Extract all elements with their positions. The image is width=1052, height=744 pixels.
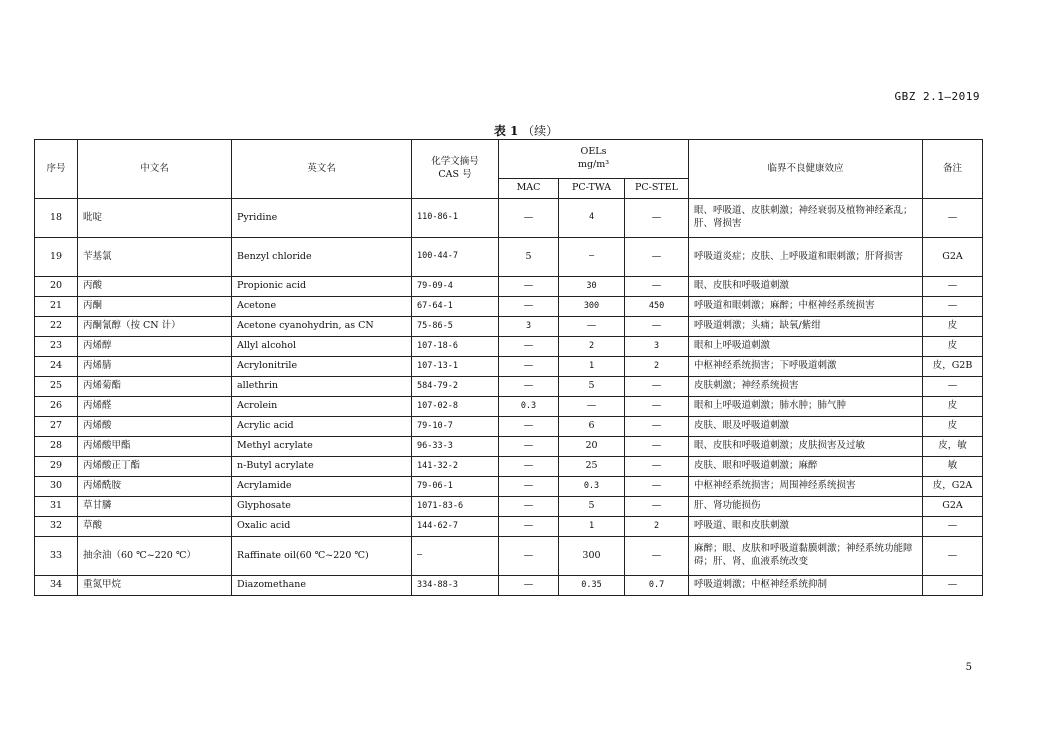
- cell-mac: —: [499, 497, 559, 517]
- cell-twa: 4: [559, 199, 625, 238]
- cell-mac: —: [499, 576, 559, 596]
- cell-note: 皮: [923, 317, 983, 337]
- table-row: [35, 199, 983, 238]
- cell-en: Glyphosate: [232, 497, 412, 517]
- cell-note: 皮: [923, 337, 983, 357]
- cell-cas: 144-62-7: [412, 517, 499, 537]
- cell-no: 25: [35, 377, 78, 397]
- cell-mac: —: [499, 417, 559, 437]
- cell-cn: 吡啶: [78, 199, 232, 238]
- header-en-name: 英文名: [232, 140, 412, 199]
- cell-twa: 5: [559, 377, 625, 397]
- cell-effect: 呼吸道炎症；皮肤、上呼吸道和眼刺激；肝肾损害: [689, 238, 923, 277]
- cell-en: allethrin: [232, 377, 412, 397]
- cell-no: 19: [35, 238, 78, 277]
- table-row: [35, 357, 983, 377]
- cell-en: Acrylonitrile: [232, 357, 412, 377]
- cell-cn: 丙烯腈: [78, 357, 232, 377]
- cell-mac: —: [499, 437, 559, 457]
- cell-no: 24: [35, 357, 78, 377]
- cell-stel: —: [625, 277, 689, 297]
- cell-en: Oxalic acid: [232, 517, 412, 537]
- cell-en: Acetone cyanohydrin, as CN: [232, 317, 412, 337]
- cell-no: 32: [35, 517, 78, 537]
- cell-cn: 丙烯醛: [78, 397, 232, 417]
- header-cn-name: 中文名: [78, 140, 232, 199]
- cell-stel: —: [625, 457, 689, 477]
- cell-twa: 30: [559, 277, 625, 297]
- exposure-limits-table: [34, 139, 983, 596]
- cell-note: 皮，G2A: [923, 477, 983, 497]
- cell-no: 22: [35, 317, 78, 337]
- cell-note: —: [923, 377, 983, 397]
- cell-no: 28: [35, 437, 78, 457]
- cell-twa: 0.35: [559, 576, 625, 596]
- cell-note: —: [923, 576, 983, 596]
- cell-effect: 眼、呼吸道、皮肤刺激；神经衰弱及植物神经紊乱；肝、肾损害: [689, 199, 923, 238]
- cell-cas: 79-10-7: [412, 417, 499, 437]
- cell-effect: 呼吸道、眼和皮肤刺激: [689, 517, 923, 537]
- table-title-suffix: （续）: [522, 124, 559, 138]
- cell-no: 18: [35, 199, 78, 238]
- cell-cas: 1071-83-6: [412, 497, 499, 517]
- header-oels: [499, 140, 689, 179]
- cell-stel: —: [625, 437, 689, 457]
- cell-effect: 眼和上呼吸道刺激；肺水肿；肺气肿: [689, 397, 923, 417]
- cell-effect: 中枢神经系统损害；下呼吸道刺激: [689, 357, 923, 377]
- cell-stel: —: [625, 397, 689, 417]
- cell-note: G2A: [923, 238, 983, 277]
- cell-en: Acrylamide: [232, 477, 412, 497]
- cell-note: G2A: [923, 497, 983, 517]
- table-title-label: 表 1: [493, 124, 519, 138]
- table-row: [35, 317, 983, 337]
- cell-cn: 丙烯菊酯: [78, 377, 232, 397]
- cell-cas: —: [412, 537, 499, 576]
- cell-stel: —: [625, 238, 689, 277]
- cell-effect: 皮肤刺激；神经系统损害: [689, 377, 923, 397]
- cell-cas: 96-33-3: [412, 437, 499, 457]
- cell-mac: —: [499, 377, 559, 397]
- table-row: [35, 497, 983, 517]
- table-row: [35, 277, 983, 297]
- cell-twa: 1: [559, 517, 625, 537]
- header-seq: 序号: [35, 140, 78, 199]
- cell-note: —: [923, 277, 983, 297]
- cell-en: Acrolein: [232, 397, 412, 417]
- cell-no: 20: [35, 277, 78, 297]
- cell-cn: 丙酮氰醇（按 CN 计）: [78, 317, 232, 337]
- cell-effect: 麻醉；眼、皮肤和呼吸道黏膜刺激；神经系统功能障碍；肝、肾、血液系统改变: [689, 537, 923, 576]
- cell-note: 皮: [923, 417, 983, 437]
- cell-stel: 3: [625, 337, 689, 357]
- cell-note: —: [923, 297, 983, 317]
- cell-en: Propionic acid: [232, 277, 412, 297]
- cell-stel: 2: [625, 517, 689, 537]
- table-row: [35, 377, 983, 397]
- cell-effect: 皮肤、眼及呼吸道刺激: [689, 417, 923, 437]
- header-unit: mg/m³: [577, 159, 610, 170]
- header-effects: 临界不良健康效应: [689, 140, 923, 199]
- cell-cas: 79-06-1: [412, 477, 499, 497]
- cell-mac: —: [499, 357, 559, 377]
- cell-stel: —: [625, 537, 689, 576]
- cell-twa: 0.3: [559, 477, 625, 497]
- cell-en: Acetone: [232, 297, 412, 317]
- cell-effect: 肝、肾功能损伤: [689, 497, 923, 517]
- cell-en: Raffinate oil(60 ℃~220 ℃): [232, 537, 412, 576]
- cell-twa: —: [559, 397, 625, 417]
- header-pc-twa: PC-TWA: [559, 179, 625, 199]
- cell-cn: 丙烯酰胺: [78, 477, 232, 497]
- cell-mac: —: [499, 199, 559, 238]
- cell-cas: 107-13-1: [412, 357, 499, 377]
- cell-no: 31: [35, 497, 78, 517]
- table-row: [35, 457, 983, 477]
- table-row: [35, 517, 983, 537]
- cell-cn: 抽余油（60 ℃~220 ℃）: [78, 537, 232, 576]
- cell-twa: 6: [559, 417, 625, 437]
- cell-cas: 110-86-1: [412, 199, 499, 238]
- cell-note: —: [923, 199, 983, 238]
- cell-mac: —: [499, 477, 559, 497]
- cell-note: 敏: [923, 457, 983, 477]
- cell-effect: 眼、皮肤和呼吸道刺激；皮肤损害及过敏: [689, 437, 923, 457]
- cell-twa: 25: [559, 457, 625, 477]
- cell-cn: 苄基氯: [78, 238, 232, 277]
- cell-mac: 0.3: [499, 397, 559, 417]
- cell-cn: 丙烯酸正丁酯: [78, 457, 232, 477]
- cell-mac: —: [499, 337, 559, 357]
- table-row: [35, 537, 983, 576]
- standard-code: GBZ 2.1—2019: [894, 90, 980, 103]
- header-oels-label: OELs: [580, 146, 607, 158]
- table-row: [35, 437, 983, 457]
- cell-stel: 0.7: [625, 576, 689, 596]
- cell-cas: 67-64-1: [412, 297, 499, 317]
- cell-stel: —: [625, 377, 689, 397]
- cell-en: Allyl alcohol: [232, 337, 412, 357]
- cell-twa: —: [559, 317, 625, 337]
- cell-en: Benzyl chloride: [232, 238, 412, 277]
- cell-note: —: [923, 537, 983, 576]
- cell-note: —: [923, 517, 983, 537]
- cell-twa: 300: [559, 537, 625, 576]
- cell-cn: 丙酸: [78, 277, 232, 297]
- cell-effect: 眼和上呼吸道刺激: [689, 337, 923, 357]
- cell-note: 皮，敏: [923, 437, 983, 457]
- cell-twa: 20: [559, 437, 625, 457]
- cell-cas: 334-88-3: [412, 576, 499, 596]
- cell-twa: 5: [559, 497, 625, 517]
- header-notes: 备注: [923, 140, 983, 199]
- cell-cas: 100-44-7: [412, 238, 499, 277]
- cell-stel: —: [625, 497, 689, 517]
- cell-mac: —: [499, 537, 559, 576]
- cell-stel: —: [625, 317, 689, 337]
- header-mac: MAC: [499, 179, 559, 199]
- cell-no: 21: [35, 297, 78, 317]
- cell-en: Pyridine: [232, 199, 412, 238]
- table-row: [35, 576, 983, 596]
- cell-no: 23: [35, 337, 78, 357]
- cell-note: 皮，G2B: [923, 357, 983, 377]
- cell-cas: 141-32-2: [412, 457, 499, 477]
- cell-cas: 75-86-5: [412, 317, 499, 337]
- cell-effect: 呼吸道刺激；头痛；缺氧/紫绀: [689, 317, 923, 337]
- cell-effect: 中枢神经系统损害；周围神经系统损害: [689, 477, 923, 497]
- cell-no: 34: [35, 576, 78, 596]
- header-cas: [412, 140, 499, 199]
- cell-en: n-Butyl acrylate: [232, 457, 412, 477]
- cell-en: Methyl acrylate: [232, 437, 412, 457]
- cell-cn: 丙烯酸甲酯: [78, 437, 232, 457]
- cell-cn: 草甘膦: [78, 497, 232, 517]
- table-title: [0, 122, 1052, 139]
- cell-cn: 重氮甲烷: [78, 576, 232, 596]
- cell-mac: —: [499, 517, 559, 537]
- cell-cas: 107-02-8: [412, 397, 499, 417]
- cell-mac: 5: [499, 238, 559, 277]
- cell-mac: 3: [499, 317, 559, 337]
- cell-cn: 草酸: [78, 517, 232, 537]
- table-row: [35, 477, 983, 497]
- cell-en: Diazomethane: [232, 576, 412, 596]
- cell-cn: 丙烯醇: [78, 337, 232, 357]
- table-row: [35, 397, 983, 417]
- cell-en: Acrylic acid: [232, 417, 412, 437]
- cell-stel: 450: [625, 297, 689, 317]
- cell-cas: 584-79-2: [412, 377, 499, 397]
- cell-stel: 2: [625, 357, 689, 377]
- table-row: [35, 337, 983, 357]
- table-row: [35, 417, 983, 437]
- header-cas-line2: CAS 号: [438, 169, 472, 180]
- cell-effect: 呼吸道和眼刺激；麻醉；中枢神经系统损害: [689, 297, 923, 317]
- cell-effect: 呼吸道刺激；中枢神经系统抑制: [689, 576, 923, 596]
- cell-mac: —: [499, 457, 559, 477]
- cell-cn: 丙酮: [78, 297, 232, 317]
- cell-twa: 1: [559, 357, 625, 377]
- cell-cn: 丙烯酸: [78, 417, 232, 437]
- cell-effect: 皮肤、眼和呼吸道刺激；麻醉: [689, 457, 923, 477]
- cell-stel: —: [625, 477, 689, 497]
- cell-no: 27: [35, 417, 78, 437]
- cell-stel: —: [625, 199, 689, 238]
- table-row: [35, 297, 983, 317]
- cell-no: 26: [35, 397, 78, 417]
- table-row: [35, 238, 983, 277]
- cell-stel: —: [625, 417, 689, 437]
- cell-mac: —: [499, 297, 559, 317]
- cell-mac: —: [499, 277, 559, 297]
- header-pc-stel: PC-STEL: [625, 179, 689, 199]
- cell-note: 皮: [923, 397, 983, 417]
- cell-twa: —: [559, 238, 625, 277]
- header-cas-line1: 化学文摘号: [431, 156, 479, 168]
- cell-effect: 眼、皮肤和呼吸道刺激: [689, 277, 923, 297]
- page-number: 5: [965, 662, 972, 673]
- cell-no: 29: [35, 457, 78, 477]
- cell-cas: 107-18-6: [412, 337, 499, 357]
- cell-twa: 300: [559, 297, 625, 317]
- cell-cas: 79-09-4: [412, 277, 499, 297]
- cell-no: 33: [35, 537, 78, 576]
- cell-twa: 2: [559, 337, 625, 357]
- cell-no: 30: [35, 477, 78, 497]
